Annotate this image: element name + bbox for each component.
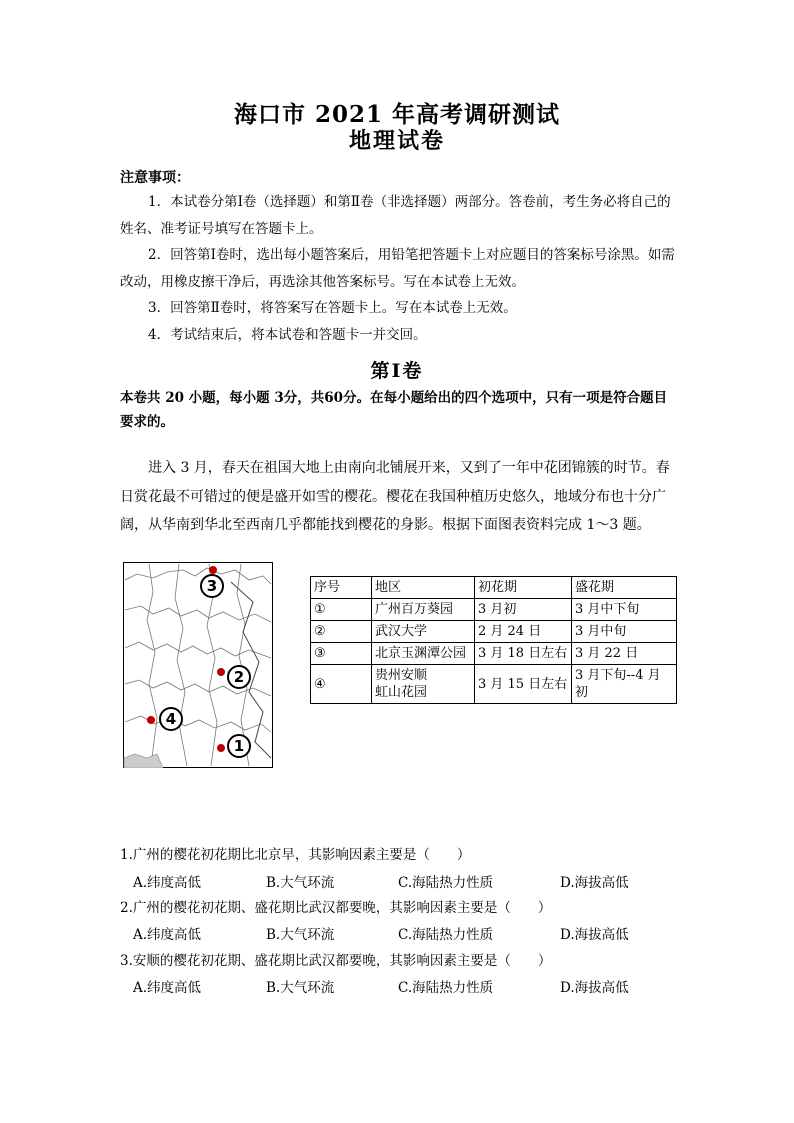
table-cell: 3 月 22 日 [572, 643, 677, 665]
q2-option-c: C.海陆热力性质 [398, 927, 494, 943]
map-dot-beijing [209, 566, 217, 574]
cherry-blossom-table [310, 576, 677, 704]
table-cell: ① [311, 599, 372, 621]
table-cell: 武汉大学 [372, 621, 475, 643]
table-header-row [311, 577, 677, 599]
table-cell: 3 月初 [475, 599, 572, 621]
notes-list [120, 189, 680, 348]
q3-option-b: B.大气环流 [266, 980, 335, 996]
table-header: 地区 [372, 577, 475, 599]
table-cell: 3 月 18 日左右 [475, 643, 572, 665]
question-1-stem: 1.广州的樱花初花期比北京早，其影响因素主要是（ ） [120, 847, 471, 863]
note-item: 3．回答第Ⅱ卷时，将答案写在答题卡上。写在本试卷上无效。 [148, 300, 517, 316]
table-cell: 北京玉渊潭公园 [372, 643, 475, 665]
q1-option-a: A.纬度高低 [133, 875, 202, 891]
q2-option-d: D.海拔高低 [560, 927, 629, 943]
table-cell: 广州百万葵园 [372, 599, 475, 621]
q3-option-d: D.海拔高低 [560, 980, 629, 996]
table-row [311, 643, 677, 665]
table-cell: 3 月下旬--4 月初 [572, 665, 677, 704]
table-cell: ② [311, 621, 372, 643]
table-cell: 2 月 24 日 [475, 621, 572, 643]
notes-heading: 注意事项： [120, 170, 190, 186]
passage-intro: 进入 3 月，春天在祖国大地上由南向北铺展开来，又到了一年中花团锦簇的时节。春日赏花最不可错过的便是盛开如雪的樱花。樱花在我国种植历史悠久，地域分布也十分广阔，从华南到华北至西南几乎都能找到樱花的身影。根据下面图表资料完成 1～3 题。 [120, 460, 670, 533]
question-2-stem: 2.广州的樱花初花期、盛花期比武汉都要晚，其影响因素主要是（ ） [120, 900, 552, 916]
table-row [311, 665, 677, 704]
map-svg [123, 562, 273, 768]
q3-option-c: C.海陆热力性质 [398, 980, 494, 996]
map-dot-wuhan [217, 668, 225, 676]
map-marker-4: 4 [159, 707, 183, 731]
table-header: 盛花期 [572, 577, 677, 599]
q1-option-d: D.海拔高低 [560, 875, 629, 891]
q3-option-a: A.纬度高低 [133, 980, 202, 996]
map-marker-3: 3 [200, 574, 224, 598]
q2-option-a: A.纬度高低 [133, 927, 202, 943]
section-instruction: 本卷共 20 小题，每小题 3分，共60分。在每小题给出的四个选项中，只有一项是符合题目要求的。 [120, 390, 668, 430]
note-item: 4．考试结束后，将本试卷和答题卡一并交回。 [148, 326, 427, 343]
q2-option-b: B.大气环流 [266, 927, 335, 943]
table-cell: 3 月中旬 [572, 621, 677, 643]
section-title: 第Ⅰ卷 [370, 360, 424, 382]
table-cell: 贵州安顺 虹山花园 [372, 665, 475, 704]
q1-option-c: C.海陆热力性质 [398, 875, 494, 891]
q1-option-b: B.大气环流 [266, 875, 335, 891]
table-row [311, 599, 677, 621]
exam-title: 海口市 2021 年高考调研测试 [233, 101, 561, 128]
table-cell: 3 月 15 日左右 [475, 665, 572, 704]
map-marker-1: 1 [227, 734, 251, 758]
table-header: 初花期 [475, 577, 572, 599]
map-marker-2: 2 [227, 665, 251, 689]
table-cell: 3 月中下旬 [572, 599, 677, 621]
exam-subtitle: 地理试卷 [348, 128, 445, 154]
note-item: 1．本试卷分第Ⅰ卷（选择题）和第Ⅱ卷（非选择题）两部分。答卷前，考生务必将自己的姓名、准考证号填写在答题卡上。 [120, 194, 671, 237]
table-cell: ④ [311, 665, 372, 704]
table-row [311, 621, 677, 643]
note-item: 2．回答第Ⅰ卷时，选出每小题答案后，用铅笔把答题卡上对应题目的答案标号涂黑。如需改动，用橡皮擦干净后，再选涂其他答案标号。写在本试卷上无效。 [120, 247, 675, 290]
question-3-stem: 3.安顺的樱花初花期、盛花期比武汉都要晚，其影响因素主要是（ ） [120, 953, 552, 969]
map-dot-anshun [147, 716, 155, 724]
table-cell: ③ [311, 643, 372, 665]
table-header: 序号 [311, 577, 372, 599]
map-dot-guangzhou [217, 744, 225, 752]
china-map-figure [123, 562, 273, 768]
